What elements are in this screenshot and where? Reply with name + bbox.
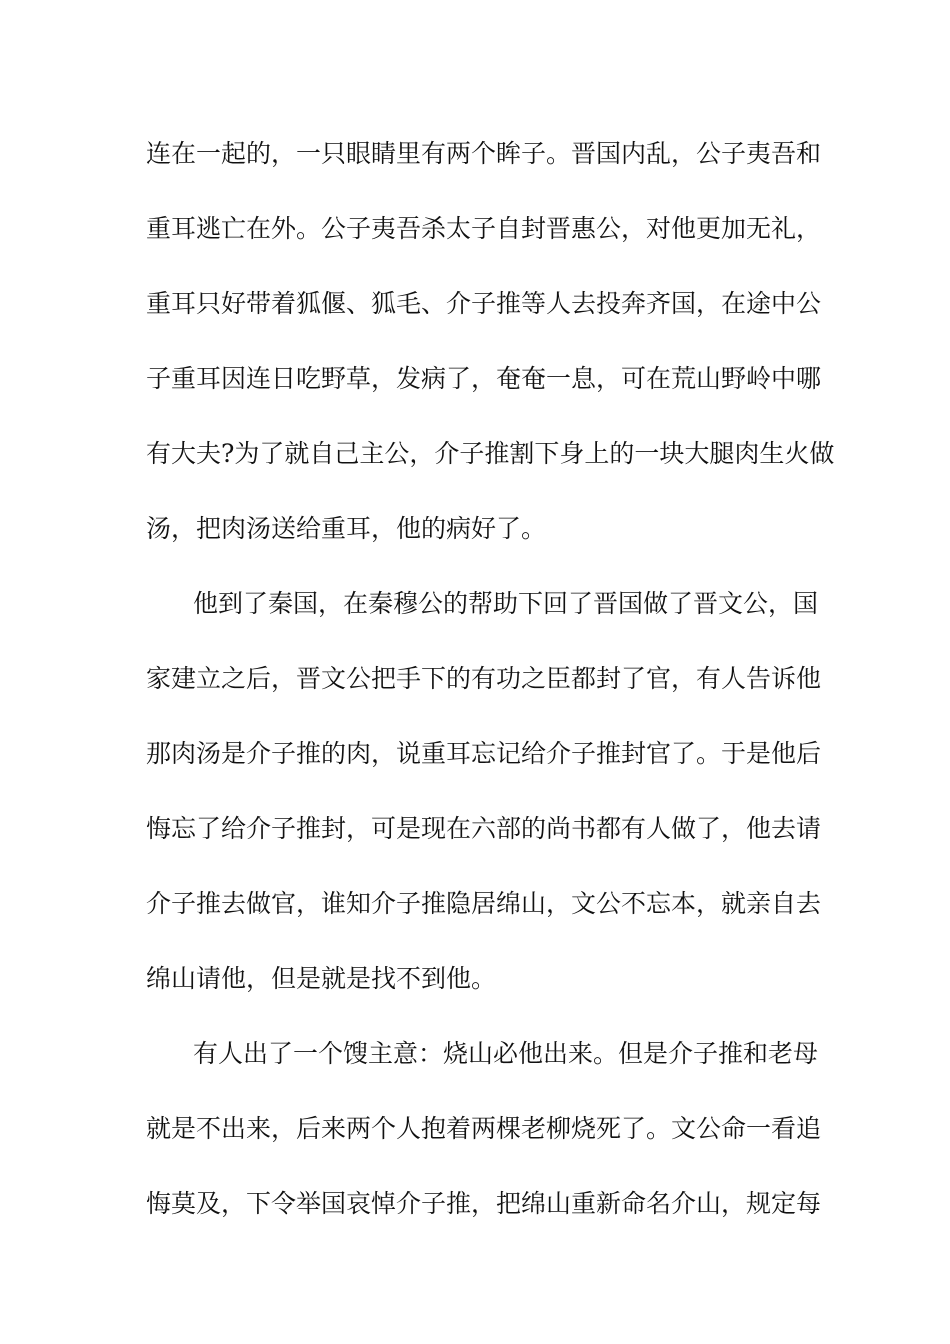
text-line: 汤，把肉汤送给重耳，他的病好了。 (146, 514, 547, 543)
paragraph-first-line: 有人出了一个馊主意：烧山必他出来。但是介子推和老母 (193, 1039, 819, 1068)
text-line: 重耳只好带着狐偃、狐毛、介子推等人去投奔齐国，在途中公 (146, 289, 822, 318)
text-line: 家建立之后，晋文公把手下的有功之臣都封了官，有人告诉他 (146, 664, 822, 693)
text-line: 重耳逃亡在外。公子夷吾杀太子自封晋惠公，对他更加无礼， (146, 214, 822, 243)
text-line: 就是不出来，后来两个人抱着两棵老柳烧死了。文公命一看追 (146, 1114, 822, 1143)
text-line: 介子推去做官，谁知介子推隐居绵山，文公不忘本，就亲自去 (146, 889, 822, 918)
paragraph-first-line: 他到了秦国，在秦穆公的帮助下回了晋国做了晋文公，国 (193, 589, 819, 618)
text-line: 有大夫?为了就自己主公，介子推割下身上的一块大腿肉生火做 (146, 439, 835, 468)
text-line: 子重耳因连日吃野草，发病了，奄奄一息，可在荒山野岭中哪 (146, 364, 822, 393)
text-line: 那肉汤是介子推的肉，说重耳忘记给介子推封官了。于是他后 (146, 739, 822, 768)
text-line: 悔莫及，下令举国哀悼介子推，把绵山重新命名介山，规定每 (146, 1189, 822, 1218)
text-line: 连在一起的，一只眼睛里有两个眸子。晋国内乱，公子夷吾和 (146, 139, 822, 168)
text-line: 绵山请他，但是就是找不到他。 (146, 964, 497, 993)
text-line: 悔忘了给介子推封，可是现在六部的尚书都有人做了，他去请 (146, 814, 822, 843)
